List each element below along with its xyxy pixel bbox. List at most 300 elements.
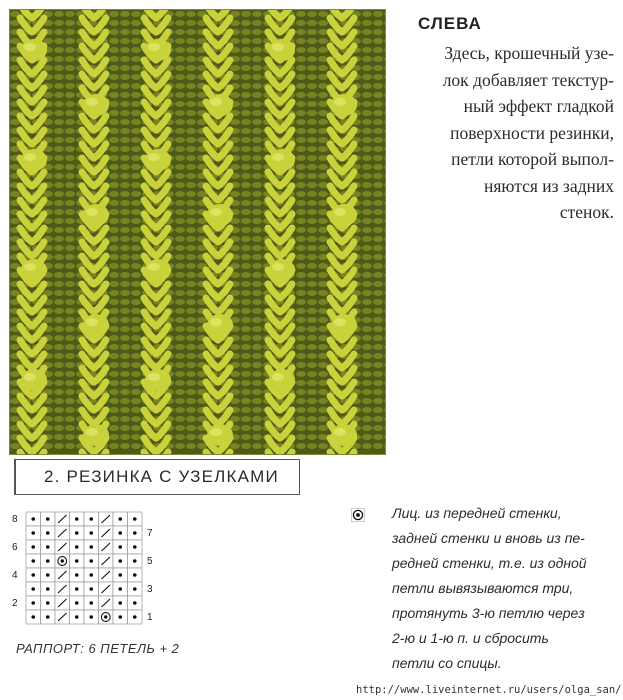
purl-bump	[362, 146, 372, 152]
purl-bump	[362, 56, 372, 62]
purl-bump	[252, 56, 262, 62]
purl-bump	[186, 353, 196, 359]
purl-bump	[252, 137, 262, 143]
purl-bump	[307, 173, 317, 179]
knot-bobble	[207, 94, 233, 116]
knot-highlight	[210, 208, 222, 216]
purl-bump	[65, 398, 75, 404]
purl-bump	[43, 317, 53, 323]
knot-highlight	[334, 208, 346, 216]
purl-bump	[131, 263, 141, 269]
purl-bump	[296, 326, 306, 332]
purl-bump	[186, 371, 196, 377]
purl-bump	[362, 137, 372, 143]
purl-bump	[109, 281, 119, 287]
purl-dot	[75, 615, 79, 619]
purl-bump	[307, 299, 317, 305]
purl-bump	[186, 11, 196, 17]
purl-bump	[362, 425, 372, 431]
purl-bump	[307, 227, 317, 233]
purl-dot	[31, 573, 35, 577]
purl-bump	[65, 344, 75, 350]
purl-bump	[131, 65, 141, 71]
purl-bump	[120, 65, 130, 71]
purl-bump	[109, 299, 119, 305]
purl-bump	[296, 92, 306, 98]
knot-highlight	[210, 318, 222, 326]
purl-dot	[75, 545, 79, 549]
purl-bump	[373, 38, 383, 44]
knot-bobble	[21, 39, 47, 61]
purl-bump	[362, 407, 372, 413]
purl-bump	[252, 443, 262, 449]
purl-bump	[175, 281, 185, 287]
purl-dot	[75, 601, 79, 605]
purl-bump	[120, 47, 130, 53]
purl-bump	[296, 110, 306, 116]
purl-bump	[131, 92, 141, 98]
purl-bump	[109, 272, 119, 278]
purl-bump	[120, 146, 130, 152]
purl-bump	[296, 218, 306, 224]
legend-line: Лиц. из передней стенки,	[392, 505, 562, 521]
purl-bump	[120, 416, 130, 422]
purl-bump	[54, 83, 64, 89]
purl-bump	[120, 191, 130, 197]
purl-bump	[362, 281, 372, 287]
purl-dot	[133, 545, 137, 549]
row-number-left: 8	[12, 514, 18, 525]
purl-dot	[46, 615, 50, 619]
purl-bump	[65, 110, 75, 116]
purl-bump	[175, 65, 185, 71]
purl-bump	[252, 47, 262, 53]
legend-line: редней стенки, т.е. из одной	[392, 555, 587, 571]
purl-bump	[296, 398, 306, 404]
purl-bump	[175, 434, 185, 440]
purl-bump	[54, 173, 64, 179]
purl-bump	[109, 425, 119, 431]
purl-dot	[46, 573, 50, 577]
purl-bump	[109, 110, 119, 116]
purl-bump	[252, 92, 262, 98]
purl-bump	[318, 389, 328, 395]
purl-bump	[186, 56, 196, 62]
knot-highlight	[148, 263, 160, 271]
purl-bump	[54, 344, 64, 350]
purl-bump	[296, 191, 306, 197]
purl-bump	[120, 137, 130, 143]
purl-bump	[362, 74, 372, 80]
purl-bump	[120, 173, 130, 179]
purl-bump	[318, 335, 328, 341]
purl-bump	[109, 200, 119, 206]
purl-bump	[241, 200, 251, 206]
purl-bump	[65, 119, 75, 125]
purl-bump	[318, 200, 328, 206]
purl-bump	[362, 110, 372, 116]
knot-bobble	[269, 259, 295, 281]
purl-bump	[109, 362, 119, 368]
purl-bump	[54, 254, 64, 260]
purl-bump	[373, 218, 383, 224]
knot-bobble	[83, 424, 109, 446]
purl-bump	[120, 326, 130, 332]
purl-bump	[296, 236, 306, 242]
purl-bump	[175, 20, 185, 26]
purl-bump	[307, 416, 317, 422]
purl-bump	[65, 164, 75, 170]
purl-bump	[307, 290, 317, 296]
purl-bump	[307, 326, 317, 332]
purl-bump	[65, 254, 75, 260]
swatch-image	[10, 10, 385, 454]
purl-dot	[46, 517, 50, 521]
purl-bump	[241, 281, 251, 287]
purl-bump	[296, 65, 306, 71]
purl-bump	[373, 371, 383, 377]
purl-bump	[175, 263, 185, 269]
purl-bump	[109, 119, 119, 125]
purl-bump	[175, 353, 185, 359]
purl-bump	[373, 434, 383, 440]
purl-bump	[109, 326, 119, 332]
purl-bump	[318, 443, 328, 449]
purl-bump	[65, 272, 75, 278]
knot-bobble	[269, 39, 295, 61]
purl-bump	[373, 101, 383, 107]
legend-line: петли вывязываются три,	[392, 580, 574, 596]
purl-bump	[120, 218, 130, 224]
purl-bump	[175, 326, 185, 332]
purl-bump	[230, 344, 240, 350]
purl-bump	[230, 92, 240, 98]
purl-bump	[131, 47, 141, 53]
purl-bump	[296, 155, 306, 161]
purl-bump	[241, 416, 251, 422]
knot-bobble	[83, 204, 109, 226]
row-number-right: 5	[147, 556, 153, 567]
purl-bump	[43, 443, 53, 449]
purl-bump	[252, 218, 262, 224]
purl-dot	[31, 545, 35, 549]
purl-bump	[362, 128, 372, 134]
purl-bump	[296, 425, 306, 431]
purl-bump	[54, 308, 64, 314]
purl-bump	[54, 101, 64, 107]
purl-bump	[175, 299, 185, 305]
purl-bump	[296, 443, 306, 449]
purl-dot	[31, 517, 35, 521]
purl-bump	[109, 137, 119, 143]
purl-bump	[362, 155, 372, 161]
purl-bump	[109, 389, 119, 395]
purl-bump	[241, 65, 251, 71]
purl-bump	[241, 299, 251, 305]
purl-bump	[186, 227, 196, 233]
note-line: поверхности резинки,	[450, 122, 614, 143]
knot-highlight	[334, 318, 346, 326]
purl-bump	[109, 92, 119, 98]
purl-bump	[54, 272, 64, 278]
purl-bump	[109, 38, 119, 44]
watermark-url[interactable]: http://www.liveinternet.ru/users/olga_san/	[356, 684, 622, 696]
purl-bump	[10, 191, 20, 197]
purl-bump	[318, 38, 328, 44]
purl-bump	[241, 353, 251, 359]
purl-bump	[241, 362, 251, 368]
purl-bump	[120, 443, 130, 449]
knot-highlight	[86, 208, 98, 216]
purl-bump	[120, 299, 130, 305]
purl-bump	[65, 425, 75, 431]
purl-bump	[241, 326, 251, 332]
purl-bump	[43, 191, 53, 197]
purl-bump	[373, 110, 383, 116]
purl-bump	[307, 155, 317, 161]
purl-bump	[65, 317, 75, 323]
purl-bump	[54, 65, 64, 71]
purl-bump	[131, 272, 141, 278]
purl-bump	[373, 389, 383, 395]
row-number-left: 2	[12, 598, 18, 609]
purl-bump	[131, 407, 141, 413]
purl-bump	[175, 101, 185, 107]
purl-bump	[186, 173, 196, 179]
purl-bump	[131, 38, 141, 44]
note-line: Здесь, крошечный узе-	[444, 43, 614, 63]
purl-bump	[241, 308, 251, 314]
purl-bump	[120, 272, 130, 278]
purl-bump	[252, 110, 262, 116]
purl-bump	[109, 209, 119, 215]
purl-bump	[241, 83, 251, 89]
purl-bump	[362, 47, 372, 53]
knot-bobble	[331, 424, 357, 446]
purl-bump	[186, 155, 196, 161]
purl-bump	[252, 245, 262, 251]
purl-bump	[373, 425, 383, 431]
purl-bump	[241, 101, 251, 107]
purl-bump	[362, 209, 372, 215]
purl-bump	[175, 182, 185, 188]
purl-bump	[252, 200, 262, 206]
purl-bump	[296, 416, 306, 422]
purl-bump	[296, 146, 306, 152]
purl-bump	[296, 317, 306, 323]
purl-bump	[109, 443, 119, 449]
purl-bump	[318, 272, 328, 278]
purl-bump	[109, 398, 119, 404]
purl-dot	[75, 559, 79, 563]
purl-bump	[120, 290, 130, 296]
purl-bump	[373, 344, 383, 350]
purl-bump	[109, 353, 119, 359]
purl-bump	[318, 209, 328, 215]
purl-bump	[175, 425, 185, 431]
purl-bump	[318, 362, 328, 368]
purl-bump	[54, 20, 64, 26]
purl-bump	[252, 425, 262, 431]
purl-bump	[131, 290, 141, 296]
purl-bump	[362, 317, 372, 323]
purl-bump	[307, 317, 317, 323]
purl-bump	[252, 236, 262, 242]
purl-bump	[307, 101, 317, 107]
purl-bump	[252, 335, 262, 341]
purl-bump	[362, 227, 372, 233]
purl-bump	[175, 443, 185, 449]
purl-bump	[296, 362, 306, 368]
purl-bump	[373, 407, 383, 413]
row-number-right: 1	[147, 612, 153, 623]
purl-bump	[65, 443, 75, 449]
purl-bump	[373, 326, 383, 332]
purl-bump	[252, 182, 262, 188]
purl-bump	[296, 38, 306, 44]
purl-bump	[10, 65, 20, 71]
purl-bump	[65, 290, 75, 296]
purl-bump	[307, 83, 317, 89]
purl-bump	[109, 47, 119, 53]
purl-bump	[362, 416, 372, 422]
purl-bump	[296, 29, 306, 35]
purl-bump	[307, 272, 317, 278]
purl-bump	[318, 236, 328, 242]
purl-bump	[131, 164, 141, 170]
purl-bump	[186, 65, 196, 71]
purl-bump	[307, 344, 317, 350]
purl-bump	[186, 146, 196, 152]
purl-dot	[89, 559, 93, 563]
purl-bump	[131, 281, 141, 287]
purl-bump	[65, 173, 75, 179]
purl-bump	[252, 173, 262, 179]
legend-line: 2-ю и 1-ю п. и сбросить	[392, 630, 549, 646]
knot-bobble	[145, 39, 171, 61]
purl-bump	[307, 371, 317, 377]
purl-bump	[54, 182, 64, 188]
purl-bump	[241, 389, 251, 395]
purl-bump	[241, 425, 251, 431]
purl-bump	[241, 380, 251, 386]
knitting-swatch-photo	[9, 9, 386, 455]
note-line: няются из задних	[483, 175, 614, 196]
purl-bump	[109, 371, 119, 377]
purl-bump	[241, 191, 251, 197]
purl-bump	[186, 164, 196, 170]
purl-bump	[362, 29, 372, 35]
knot-bobble	[269, 149, 295, 171]
purl-bump	[175, 74, 185, 80]
purl-bump	[131, 20, 141, 26]
knot-highlight	[334, 98, 346, 106]
purl-bump	[318, 47, 328, 53]
knot-bobble	[145, 259, 171, 281]
purl-bump	[307, 74, 317, 80]
purl-bump	[241, 245, 251, 251]
purl-bump	[109, 254, 119, 260]
purl-bump	[186, 416, 196, 422]
purl-bump	[65, 137, 75, 143]
purl-bump	[307, 137, 317, 143]
purl-bump	[120, 128, 130, 134]
purl-dot	[118, 615, 122, 619]
purl-bump	[109, 128, 119, 134]
knitting-chart	[10, 508, 160, 628]
purl-bump	[252, 272, 262, 278]
purl-bump	[307, 236, 317, 242]
purl-bump	[131, 380, 141, 386]
purl-bump	[241, 92, 251, 98]
purl-dot	[31, 531, 35, 535]
purl-bump	[252, 317, 262, 323]
purl-bump	[175, 11, 185, 17]
purl-bump	[362, 38, 372, 44]
purl-bump	[120, 74, 130, 80]
purl-bump	[175, 389, 185, 395]
chart-grid	[10, 508, 160, 628]
purl-bump	[186, 218, 196, 224]
purl-bump	[318, 218, 328, 224]
purl-bump	[252, 407, 262, 413]
purl-bump	[120, 389, 130, 395]
purl-bump	[54, 380, 64, 386]
purl-bump	[54, 371, 64, 377]
purl-bump	[131, 236, 141, 242]
purl-bump	[296, 83, 306, 89]
purl-bump	[241, 119, 251, 125]
purl-bump	[175, 308, 185, 314]
purl-bump	[362, 344, 372, 350]
purl-bump	[241, 371, 251, 377]
purl-bump	[241, 11, 251, 17]
purl-bump	[109, 218, 119, 224]
purl-bump	[175, 83, 185, 89]
purl-bump	[373, 56, 383, 62]
purl-bump	[373, 263, 383, 269]
purl-bump	[296, 200, 306, 206]
purl-bump	[131, 182, 141, 188]
purl-dot	[133, 587, 137, 591]
purl-bump	[120, 155, 130, 161]
purl-bump	[10, 218, 20, 224]
purl-bump	[373, 227, 383, 233]
purl-bump	[252, 308, 262, 314]
purl-bump	[230, 191, 240, 197]
purl-bump	[252, 353, 262, 359]
purl-dot	[46, 531, 50, 535]
purl-bump	[109, 308, 119, 314]
purl-bump	[197, 317, 207, 323]
purl-bump	[318, 263, 328, 269]
purl-bump	[373, 272, 383, 278]
purl-bump	[131, 227, 141, 233]
purl-bump	[120, 209, 130, 215]
purl-bump	[252, 155, 262, 161]
purl-bump	[186, 236, 196, 242]
row-number-right: 3	[147, 584, 153, 595]
purl-bump	[307, 11, 317, 17]
purl-bump	[373, 182, 383, 188]
purl-bump	[65, 227, 75, 233]
purl-bump	[109, 227, 119, 233]
purl-bump	[252, 20, 262, 26]
purl-bump	[131, 353, 141, 359]
purl-bump	[131, 326, 141, 332]
purl-bump	[362, 389, 372, 395]
purl-bump	[186, 20, 196, 26]
